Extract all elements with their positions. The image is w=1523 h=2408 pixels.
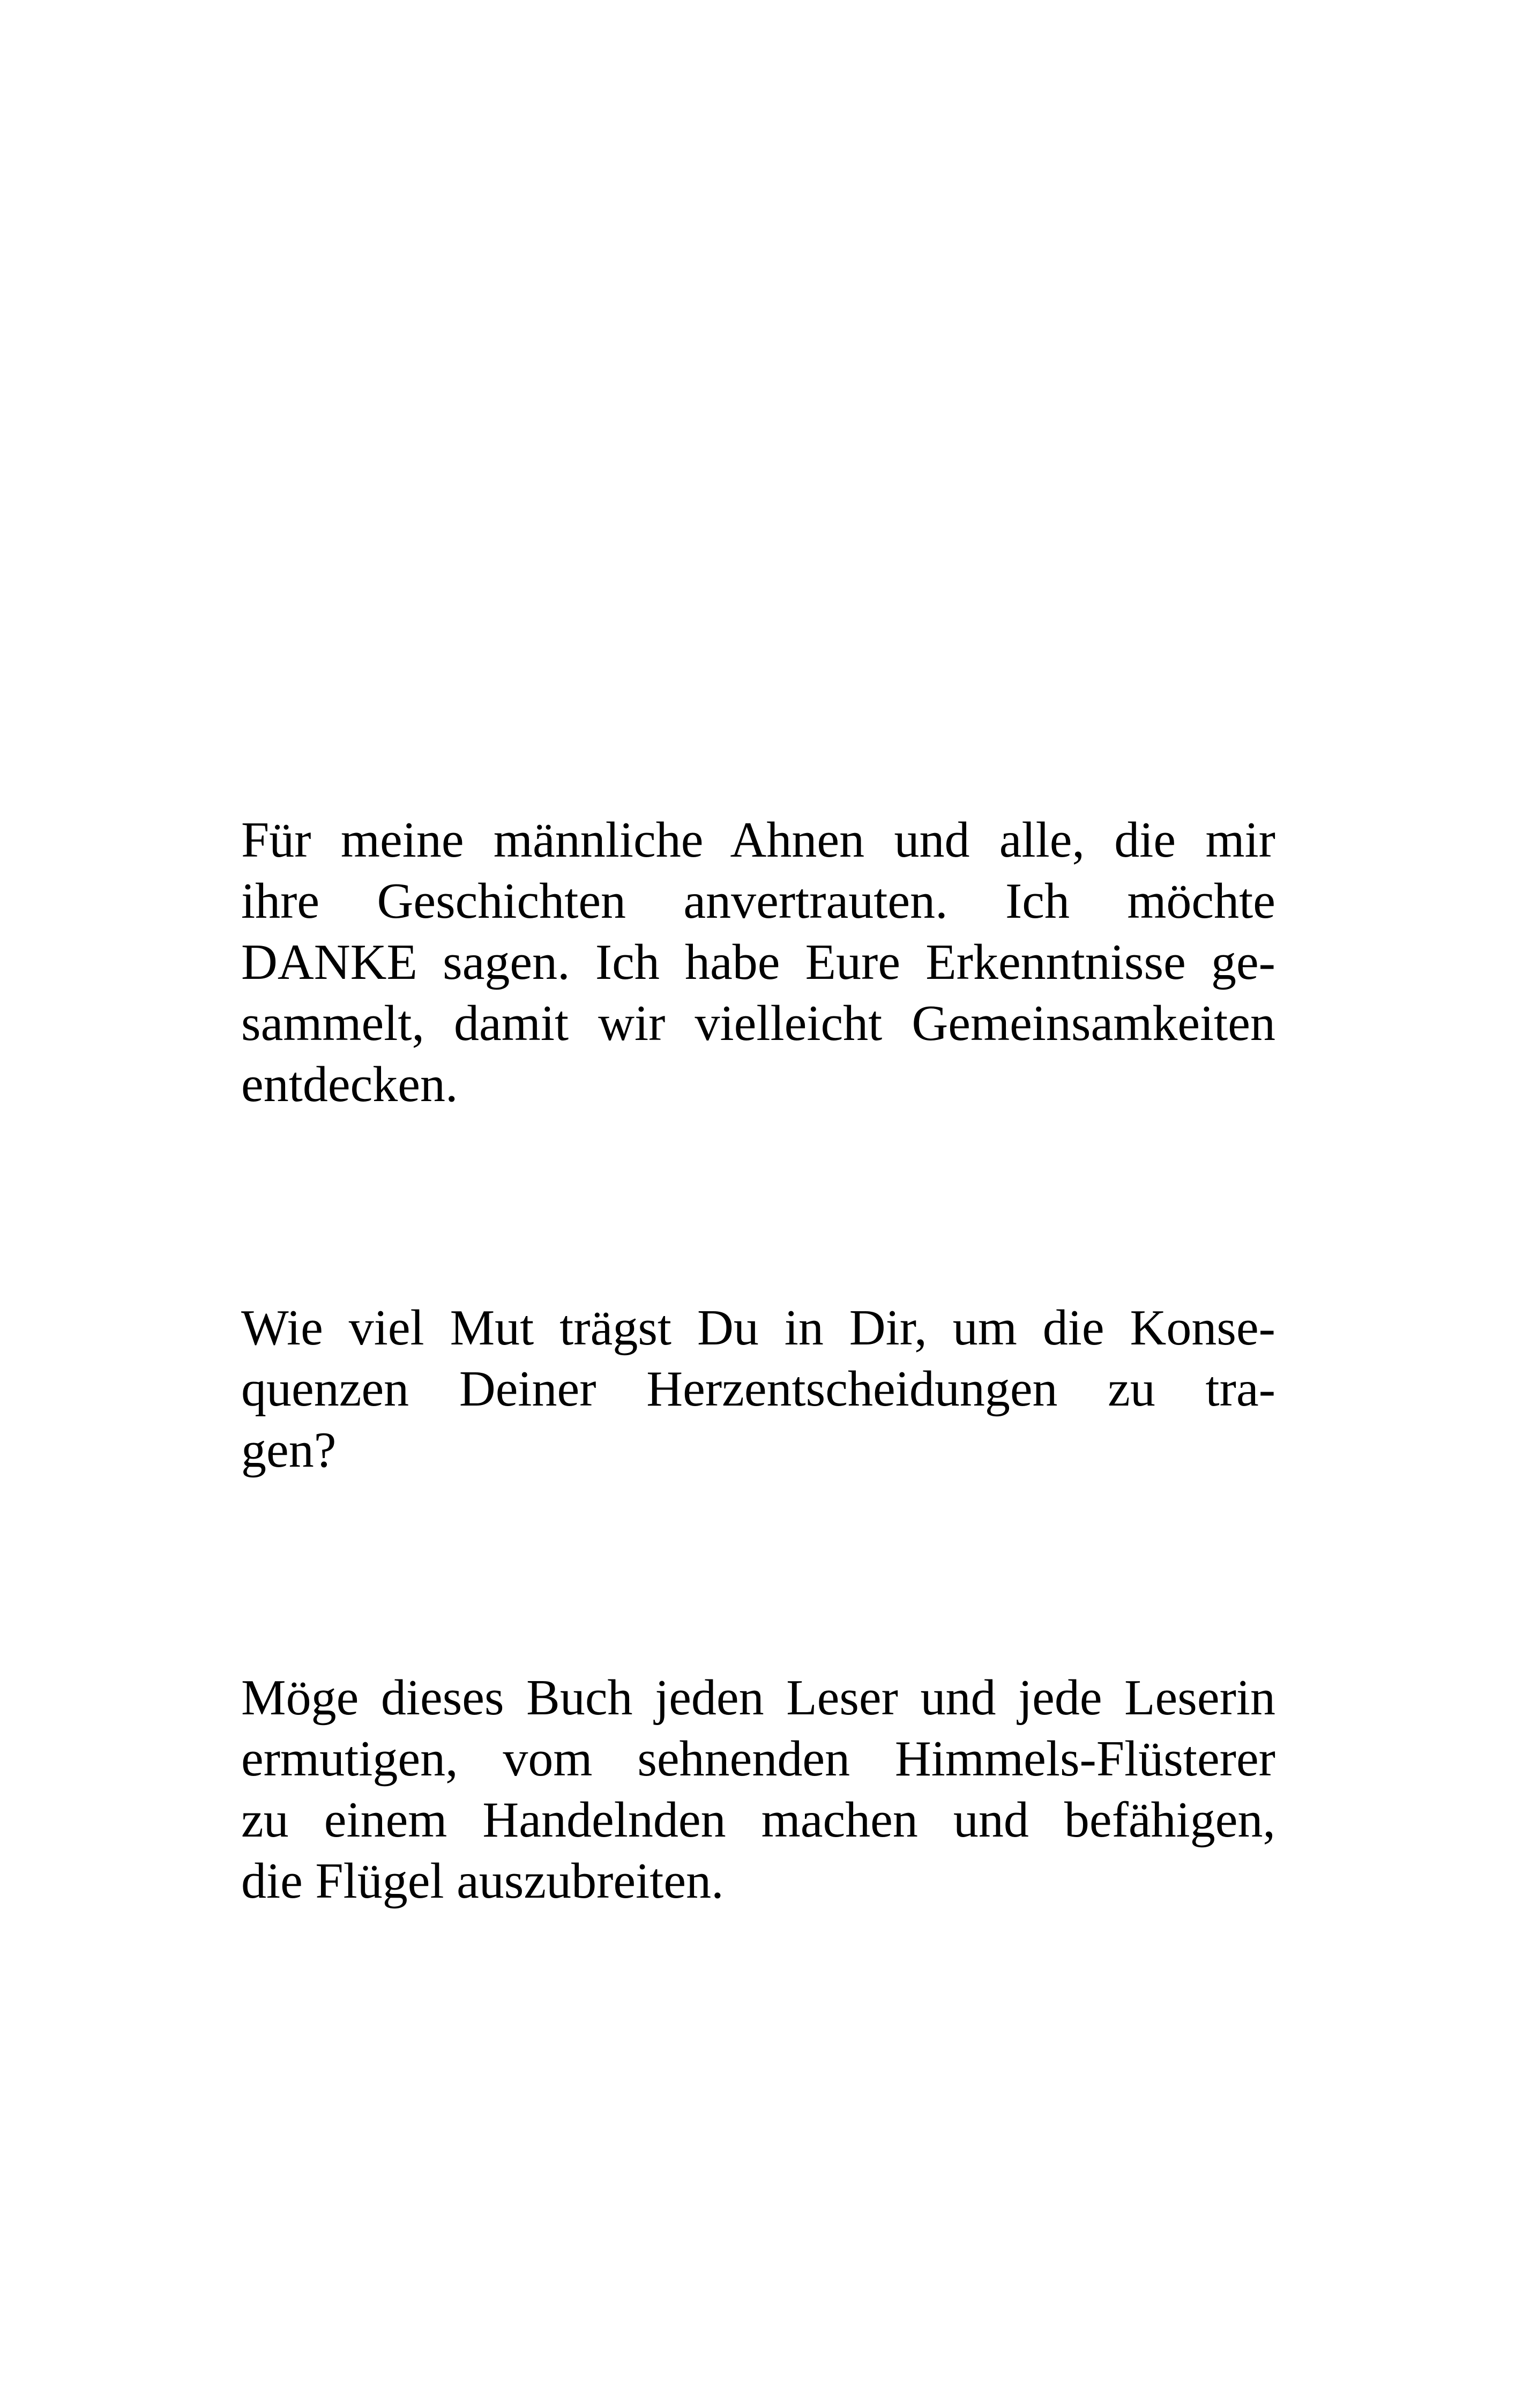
- text-line: die Flügel auszubreiten.: [241, 1853, 724, 1909]
- wish-paragraph: [241, 1667, 1275, 1912]
- text-line: gen?: [241, 1422, 337, 1478]
- dedication-paragraph: [241, 809, 1275, 1115]
- question-paragraph: [241, 1297, 1275, 1481]
- text-line: Wie viel Mut trägst Du in Dir, um die Konse-: [241, 1300, 1275, 1356]
- text-line: Möge dieses Buch jeden Leser und jede Leserin: [241, 1670, 1275, 1726]
- text-line: Für meine männliche Ahnen und alle, die mir: [241, 812, 1275, 868]
- text-line: DANKE sagen. Ich habe Eure Erkenntnisse ge-: [241, 934, 1275, 990]
- text-line: entdecken.: [241, 1057, 458, 1112]
- text-line: quenzen Deiner Herzentscheidungen zu tra-: [241, 1361, 1275, 1417]
- text-line: ihre Geschichten anvertrauten. Ich möchte: [241, 873, 1275, 929]
- text-line: sammelt, damit wir vielleicht Gemeinsamkeiten: [241, 995, 1275, 1051]
- text-line: ermutigen, vom sehnenden Himmels-Flüsterer: [241, 1731, 1275, 1787]
- text-line: zu einem Handelnden machen und befähigen,: [241, 1792, 1275, 1848]
